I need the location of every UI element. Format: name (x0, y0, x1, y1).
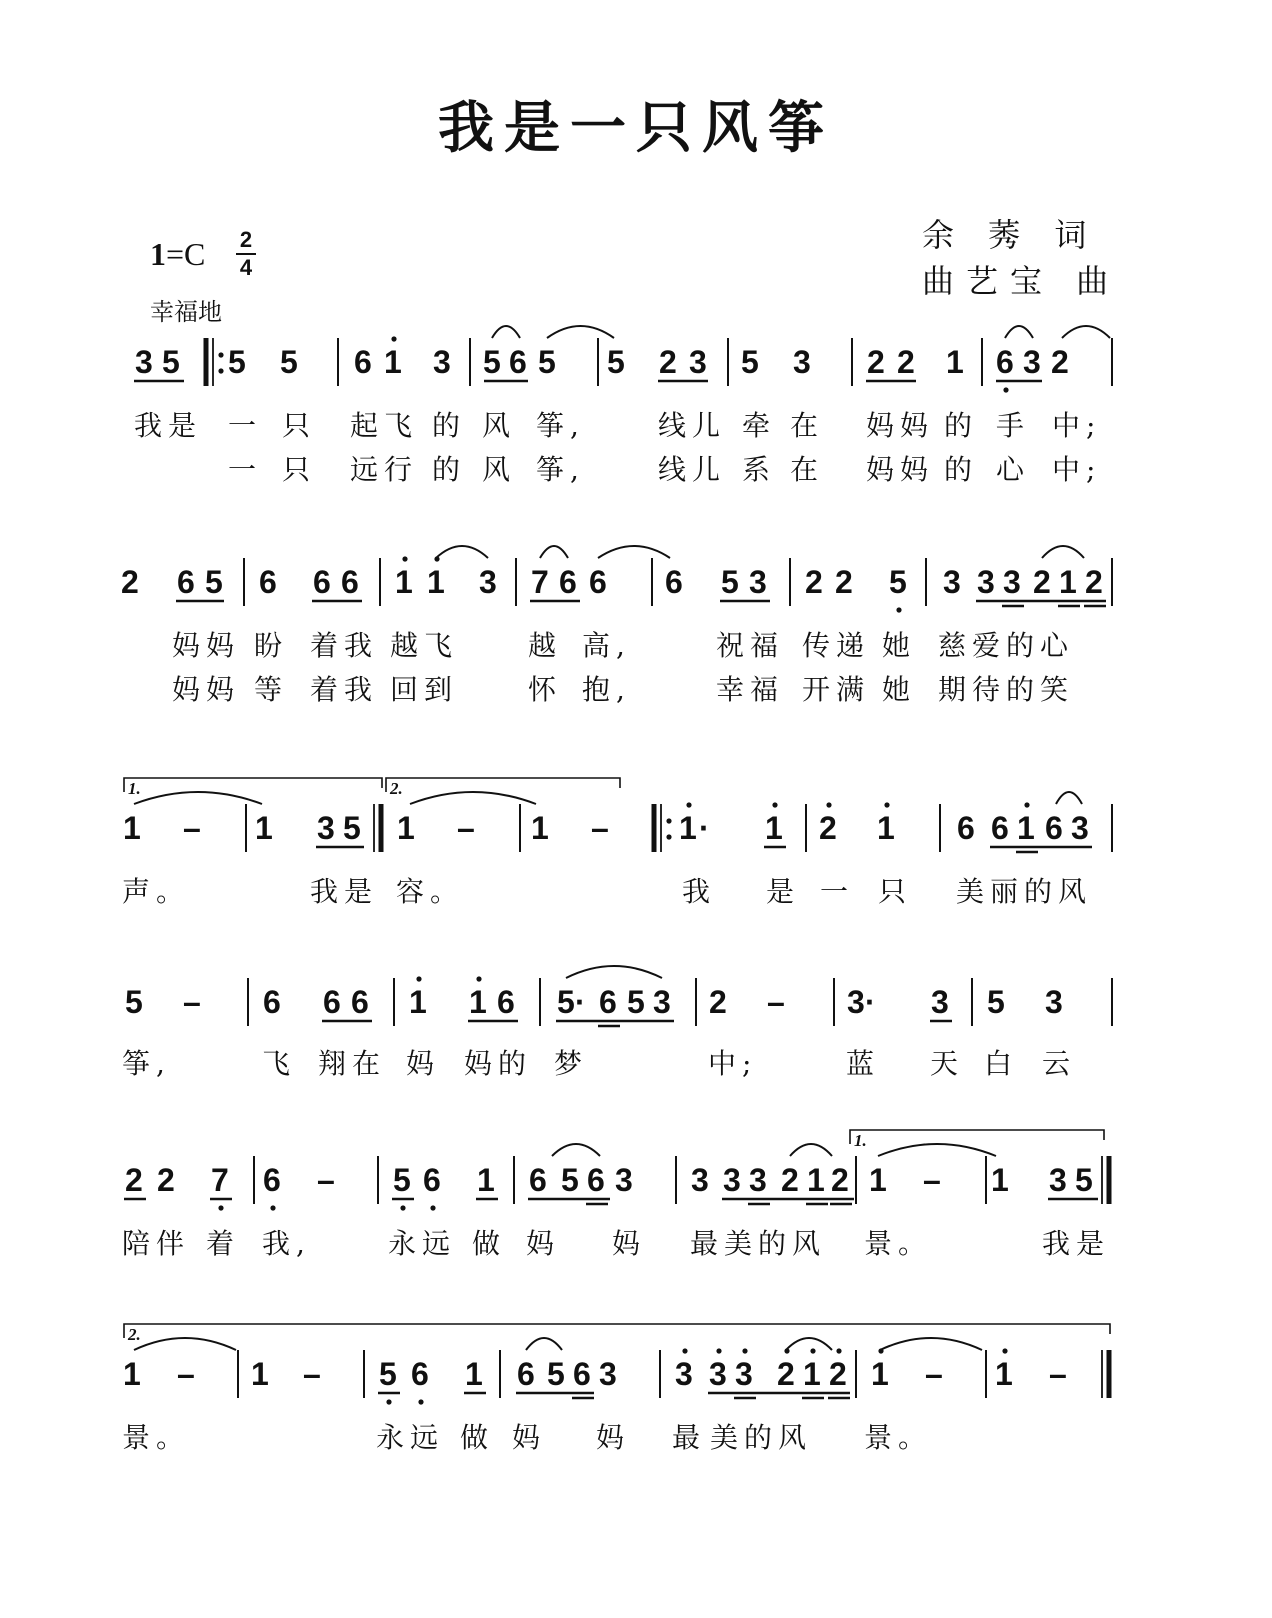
note: 3 (709, 1356, 727, 1392)
lyric-text: 中; (708, 1047, 758, 1080)
lyric-text: 景。 (864, 1227, 933, 1260)
lyric-text: 我 (682, 875, 717, 908)
high-octave-dot (402, 556, 407, 561)
low-octave-dot (386, 1399, 391, 1404)
lyric-text: 着我 (310, 629, 379, 662)
note: 5 (1075, 1162, 1093, 1198)
note: 3 (1071, 810, 1089, 846)
note: 1 (1017, 810, 1035, 846)
lyric-text: 妈妈 (172, 673, 241, 706)
high-octave-dot (391, 336, 396, 341)
note: 3 (135, 344, 153, 380)
lyric-text: 起飞 (350, 409, 419, 442)
note: 5 (547, 1356, 565, 1392)
note: 3 (931, 984, 949, 1020)
note: 5 (889, 564, 907, 600)
lyric-text: 慈爱的心 (938, 629, 1075, 662)
note: 7 (531, 564, 549, 600)
volta-bracket (386, 778, 620, 792)
note: 6 (259, 564, 277, 600)
lyric-text: 翔在 (318, 1047, 387, 1080)
note-dot: · (575, 984, 586, 1020)
lyric-text: 景。 (122, 1421, 191, 1454)
lyric-text: 只 (282, 409, 317, 442)
note: 6 (411, 1356, 429, 1392)
lyric-text: 的 (432, 453, 467, 486)
note: 3 (317, 810, 335, 846)
tie-arc (598, 546, 670, 558)
tie-arc (1062, 326, 1110, 338)
lyric-text: 筝, (536, 453, 585, 486)
note: 3 (433, 344, 451, 380)
note-dash: – (183, 984, 201, 1020)
lyric-text: 的 (432, 409, 467, 442)
note: 2 (1033, 564, 1051, 600)
tie-arc (526, 1338, 562, 1350)
note: 5 (721, 564, 739, 600)
lyric-text: 越 (528, 629, 563, 662)
lyric-text: 着 (206, 1227, 241, 1260)
note: 2 (1051, 344, 1069, 380)
lyric-text: 怀 (528, 673, 563, 706)
note: 3 (793, 344, 811, 380)
note: 1 (123, 1356, 141, 1392)
note: 2 (777, 1356, 795, 1392)
note: 2 (659, 344, 677, 380)
lyric-text: 做 (472, 1227, 507, 1260)
note: 6 (665, 564, 683, 600)
note: 5 (343, 810, 361, 846)
volta-label: 1. (128, 779, 141, 798)
volta-label: 2. (128, 1325, 141, 1344)
note: 3 (723, 1162, 741, 1198)
note-dash: – (183, 810, 201, 846)
tie-arc (540, 546, 568, 558)
lyric-text: 抱, (582, 673, 631, 706)
note: 6 (177, 564, 195, 600)
lyric-text: 越飞 (390, 629, 459, 662)
note: 1 (765, 810, 783, 846)
note: 1 (991, 1162, 1009, 1198)
note: 6 (354, 344, 372, 380)
note: 6 (323, 984, 341, 1020)
note: 1 (807, 1162, 825, 1198)
volta-bracket (124, 1324, 1110, 1338)
note: 3 (689, 344, 707, 380)
tie-arc (552, 1144, 600, 1156)
repeat-dot (666, 818, 671, 823)
low-octave-dot (896, 607, 901, 612)
note: 1 (397, 810, 415, 846)
lyric-text: 高, (582, 629, 631, 662)
note: 1 (395, 564, 413, 600)
lyric-text: 手 (996, 409, 1031, 442)
lyric-text: 妈 (612, 1227, 647, 1260)
note: 6 (263, 984, 281, 1020)
tie-arc (878, 1144, 996, 1156)
low-octave-dot (418, 1399, 423, 1404)
lyric-text: 远行 (350, 453, 419, 486)
lyric-text: 永远 (376, 1421, 445, 1454)
lyric-text: 美丽的风 (956, 875, 1093, 908)
lyric-text: 心 (996, 453, 1031, 486)
lyric-text: 我是 (134, 409, 203, 442)
lyric-text: 妈 (596, 1421, 631, 1454)
lyric-text: 她 (882, 629, 917, 662)
note: 1 (679, 810, 697, 846)
tie-arc (880, 1338, 982, 1350)
note: 2 (1085, 564, 1103, 600)
note: 6 (587, 1162, 605, 1198)
note: 3 (1003, 564, 1021, 600)
lyric-text: 牵 (742, 409, 777, 442)
repeat-dot (666, 834, 671, 839)
note: 6 (559, 564, 577, 600)
note-dash: – (591, 810, 609, 846)
note: 5 (379, 1356, 397, 1392)
note: 3 (615, 1162, 633, 1198)
lyric-text: 风 (482, 453, 517, 486)
low-octave-dot (430, 1205, 435, 1210)
note-dot: · (699, 810, 710, 846)
lyric-text: 做 (460, 1421, 495, 1454)
key-letter: C (184, 236, 206, 272)
lyric-text: 梦 (554, 1047, 589, 1080)
lyric-text: 美的风 (710, 1421, 813, 1454)
lyric-text: 系 (742, 453, 777, 486)
lyric-text: 线儿 (658, 453, 727, 486)
lyric-text: 云 (1042, 1047, 1077, 1080)
lyric-text: 只 (282, 453, 317, 486)
key-tonic: 1 (150, 236, 166, 272)
lyric-text: 蓝 (846, 1047, 881, 1080)
volta-label: 2. (390, 779, 403, 798)
note: 3 (1045, 984, 1063, 1020)
tie-arc (1056, 792, 1082, 804)
note: 1 (384, 344, 402, 380)
high-octave-dot (884, 802, 889, 807)
lyric-text: 在 (790, 409, 825, 442)
note: 6 (263, 1162, 281, 1198)
lyric-text: 容。 (396, 875, 465, 908)
high-octave-dot (836, 1348, 841, 1353)
note: 2 (125, 1162, 143, 1198)
note: 2 (709, 984, 727, 1020)
note-dash: – (923, 1162, 941, 1198)
tie-arc (410, 792, 536, 804)
lyric-text: 她 (882, 673, 917, 706)
lyric-text: 一 (228, 409, 263, 442)
lyric-text: 只 (878, 875, 913, 908)
low-octave-dot (400, 1205, 405, 1210)
tie-arc (1042, 546, 1084, 558)
note-dash: – (1049, 1356, 1067, 1392)
note: 3 (735, 1356, 753, 1392)
lyric-text: 天 (930, 1047, 965, 1080)
note: 3 (749, 564, 767, 600)
lyric-text: 的 (944, 453, 979, 486)
lyric-text: 筝, (122, 1047, 171, 1080)
repeat-dot (218, 352, 223, 357)
lyric-text: 我是 (1042, 1227, 1111, 1260)
note: 5 (987, 984, 1005, 1020)
note: 3 (1023, 344, 1041, 380)
lyric-text: 景。 (864, 1421, 933, 1454)
note: 6 (996, 344, 1014, 380)
low-octave-dot (270, 1205, 275, 1210)
note: 1 (427, 564, 445, 600)
note: 5 (205, 564, 223, 600)
note-dash: – (303, 1356, 321, 1392)
lyric-text: 妈 (406, 1047, 441, 1080)
note: 6 (313, 564, 331, 600)
note: 6 (573, 1356, 591, 1392)
note: 5 (538, 344, 556, 380)
tie-arc (134, 1338, 236, 1350)
high-octave-dot (742, 1348, 747, 1353)
note: 2 (805, 564, 823, 600)
tie-arc (1005, 326, 1033, 338)
lyric-text: 最 (672, 1421, 707, 1454)
volta-bracket (850, 1130, 1104, 1144)
lyric-text: 线儿 (658, 409, 727, 442)
note: 6 (517, 1356, 535, 1392)
high-octave-dot (772, 802, 777, 807)
note: 6 (497, 984, 515, 1020)
lyric-text: 妈妈 (866, 453, 935, 486)
time-sig-bottom: 4 (239, 255, 253, 280)
note: 6 (341, 564, 359, 600)
lyric-text: 盼 (254, 629, 289, 662)
low-octave-dot (1003, 387, 1008, 392)
tie-arc (492, 326, 520, 338)
note: 3 (1049, 1162, 1067, 1198)
lyric-text: 筝, (536, 409, 585, 442)
lyric-text: 妈妈 (172, 629, 241, 662)
note: 1 (477, 1162, 495, 1198)
lyric-text: 白 (984, 1047, 1019, 1080)
lyric-text: 妈的 (464, 1047, 533, 1080)
tie-arc (547, 326, 614, 338)
high-octave-dot (1002, 1348, 1007, 1353)
high-octave-dot (682, 1348, 687, 1353)
lyric-text: 飞 (262, 1047, 297, 1080)
low-octave-dot (218, 1205, 223, 1210)
high-octave-dot (1024, 802, 1029, 807)
lyric-text: 着我 (310, 673, 379, 706)
volta-label: 1. (854, 1131, 867, 1150)
note-dot: · (865, 984, 876, 1020)
lyric-text: 陪伴 (122, 1227, 191, 1260)
note: 2 (897, 344, 915, 380)
lyric-text: 永远 (388, 1227, 457, 1260)
note: 5 (561, 1162, 579, 1198)
note: 2 (829, 1356, 847, 1392)
tie-arc (786, 1338, 832, 1350)
note: 1 (409, 984, 427, 1020)
note: 6 (509, 344, 527, 380)
note: 5 (393, 1162, 411, 1198)
note: 3 (943, 564, 961, 600)
lyric-text: 一 (228, 453, 263, 486)
tie-arc (790, 1144, 832, 1156)
note-dash: – (457, 810, 475, 846)
lyric-text: 中; (1052, 453, 1102, 486)
note: 2 (157, 1162, 175, 1198)
lyric-text: 妈 (512, 1421, 547, 1454)
note: 5 (162, 344, 180, 380)
note-dash: – (925, 1356, 943, 1392)
time-sig-top: 2 (239, 227, 253, 252)
note: 6 (1045, 810, 1063, 846)
lyric-text: 是 (766, 875, 801, 908)
volta-bracket (124, 778, 382, 792)
note: 2 (835, 564, 853, 600)
note: 3 (675, 1356, 693, 1392)
high-octave-dot (826, 802, 831, 807)
high-octave-dot (716, 1348, 721, 1353)
note: 6 (991, 810, 1009, 846)
note: 1 (995, 1356, 1013, 1392)
note: 5 (280, 344, 298, 380)
note: 5 (228, 344, 246, 380)
lyric-text: 我是 (310, 875, 379, 908)
note: 5 (741, 344, 759, 380)
note: 3 (847, 984, 865, 1020)
note-dash: – (177, 1356, 195, 1392)
lyric-text: 我, (262, 1227, 311, 1260)
note: 6 (423, 1162, 441, 1198)
note: 2 (867, 344, 885, 380)
lyric-text: 幸福 (716, 673, 785, 706)
note: 6 (589, 564, 607, 600)
note: 3 (749, 1162, 767, 1198)
note: 2 (121, 564, 139, 600)
lyric-text: 等 (254, 673, 289, 706)
note: 1 (255, 810, 273, 846)
note: 3 (653, 984, 671, 1020)
high-octave-dot (416, 976, 421, 981)
note: 6 (529, 1162, 547, 1198)
note: 2 (781, 1162, 799, 1198)
note: 1 (123, 810, 141, 846)
note: 5 (607, 344, 625, 380)
note: 6 (351, 984, 369, 1020)
note: 6 (599, 984, 617, 1020)
song-title: 我是一只风筝 (438, 95, 834, 161)
tie-arc (566, 966, 662, 978)
note: 1 (877, 810, 895, 846)
lyric-text: 中; (1052, 409, 1102, 442)
lyric-text: 在 (790, 453, 825, 486)
note: 3 (691, 1162, 709, 1198)
note-dash: – (317, 1162, 335, 1198)
note: 5 (557, 984, 575, 1020)
note: 1 (531, 810, 549, 846)
note-dash: – (767, 984, 785, 1020)
note: 3 (977, 564, 995, 600)
lyric-text: 风 (482, 409, 517, 442)
note: 5 (483, 344, 501, 380)
note: 2 (831, 1162, 849, 1198)
lyric-text: 开满 (802, 673, 871, 706)
note: 1 (871, 1356, 889, 1392)
high-octave-dot (476, 976, 481, 981)
composer-credit: 曲艺宝 曲 (922, 262, 1121, 300)
note: 1 (251, 1356, 269, 1392)
tie-arc (436, 546, 488, 558)
high-octave-dot (686, 802, 691, 807)
tie-arc (134, 792, 262, 804)
note: 2 (819, 810, 837, 846)
note: 1 (469, 984, 487, 1020)
note: 1 (803, 1356, 821, 1392)
lyric-text: 祝福 (716, 629, 785, 662)
high-octave-dot (810, 1348, 815, 1353)
lyric-text: 回到 (390, 673, 459, 706)
note: 3 (599, 1356, 617, 1392)
lyric-text: 期待的笑 (938, 673, 1075, 706)
note: 1 (1059, 564, 1077, 600)
lyricist-credit: 余 莠 词 (922, 216, 1099, 254)
note: 5 (125, 984, 143, 1020)
lyric-text: 的 (944, 409, 979, 442)
note: 1 (465, 1356, 483, 1392)
lyric-text: 声。 (122, 875, 191, 908)
lyric-text: 最美的风 (690, 1227, 827, 1260)
repeat-dot (218, 368, 223, 373)
note: 1 (869, 1162, 887, 1198)
note: 5 (627, 984, 645, 1020)
note: 7 (211, 1162, 229, 1198)
note: 1 (946, 344, 964, 380)
tempo-marking: 幸福地 (150, 298, 222, 326)
lyric-text: 妈妈 (866, 409, 935, 442)
lyric-text: 妈 (526, 1227, 561, 1260)
lyric-text: 一 (820, 875, 855, 908)
key-equals: = (166, 236, 185, 272)
note: 6 (957, 810, 975, 846)
note: 3 (479, 564, 497, 600)
lyric-text: 传递 (802, 629, 871, 662)
